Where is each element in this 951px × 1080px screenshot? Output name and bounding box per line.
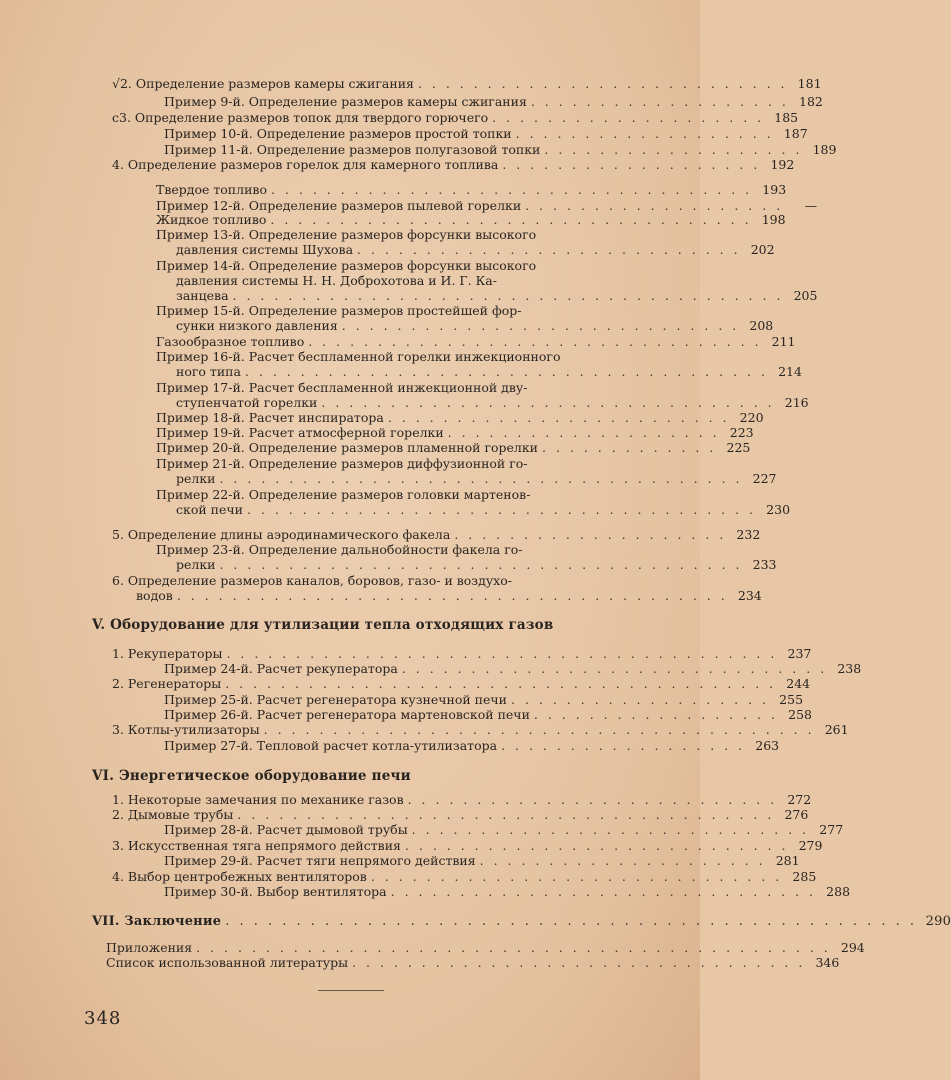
toc-entry: 2. Регенераторы . . . . . . . . . . . . . . . . . . . . . . . . . . . . . . . . . . . . . . . . 244	[112, 676, 811, 691]
toc-page-number: 290	[925, 914, 951, 929]
toc-page-number: 223	[729, 425, 754, 440]
toc-page-number: 185	[774, 110, 799, 125]
toc-page-number: 294	[840, 940, 865, 955]
toc-entry: давления системы Шухова . . . . . . . . . . . . . . . . . . . . . . . . . . . . 202	[176, 242, 775, 257]
toc-page-number: 263	[755, 738, 780, 753]
toc-entry: Пример 11-й. Определение размеров полугазовой топки . . . . . . . . . . . . . . . . . . . 189	[164, 142, 837, 157]
toc-page-number: 193	[762, 182, 787, 197]
toc-page-number: 214	[778, 364, 802, 379]
toc-entry: 4. Определение размеров горелок для камерного топлива . . . . . . . . . . . . . . . . . . . 192	[112, 157, 795, 172]
chapter-heading: V. Оборудование для утилизации тепла отходящих газов	[92, 617, 554, 633]
toc-entry: сунки низкого давления . . . . . . . . . . . . . . . . . . . . . . . . . . . . . 208	[176, 318, 774, 333]
toc-entry-line: Пример 15-й. Определение размеров простейшей фор-	[156, 303, 522, 318]
toc-entry: Пример 10-й. Определение размеров простой топки . . . . . . . . . . . . . . . . . . . 187	[164, 126, 808, 141]
toc-entry-line: Пример 17-й. Расчет беспламенной инжекционной дву-	[156, 380, 528, 395]
toc-entry: Твердое топливо . . . . . . . . . . . . . . . . . . . . . . . . . . . . . . . . . . . 193	[156, 182, 787, 197]
toc-entry-line: Пример 14-й. Определение размеров форсунки высокого	[156, 258, 537, 273]
toc-page-number: 272	[787, 792, 812, 807]
toc-entry-line: Пример 22-й. Определение размеров головки мартенов-	[156, 487, 531, 502]
toc-page-number: 216	[784, 395, 809, 410]
toc-entry: водов . . . . . . . . . . . . . . . . . . . . . . . . . . . . . . . . . . . . . . . . 234	[136, 588, 762, 603]
toc-page-number: 192	[770, 157, 795, 172]
toc-page-number: 346	[815, 955, 840, 970]
toc-entry-line: Пример 13-й. Определение размеров форсунки высокого	[156, 227, 537, 242]
toc-page-number: 225	[726, 440, 751, 455]
toc-page-number: 202	[750, 242, 775, 257]
chapter-heading: VI. Энергетическое оборудование печи	[92, 768, 411, 784]
toc-entry: VII. Заключение . . . . . . . . . . . . . . . . . . . . . . . . . . . . . . . . . . . . . . . . . . . . . . . . . 290	[92, 914, 951, 929]
toc-entry: Жидкое топливо . . . . . . . . . . . . . . . . . . . . . . . . . . . . . . . . . . . 198	[156, 212, 786, 227]
toc-page-number: 237	[787, 646, 812, 661]
toc-entry: 4. Выбор центробежных вентиляторов . . . . . . . . . . . . . . . . . . . . . . . . . . . . . . 285	[112, 869, 817, 884]
toc-page-number: 288	[826, 884, 851, 899]
toc-entry: Пример 12-й. Определение размеров пылевой горелки . . . . . . . . . . . . . . . . . . . —	[156, 198, 818, 213]
toc-page-number: 238	[837, 661, 862, 676]
toc-entry: Пример 20-й. Определение размеров пламенной горелки . . . . . . . . . . . . . 225	[156, 440, 751, 455]
toc-page-number: 285	[792, 869, 817, 884]
toc-entry: √2. Определение размеров камеры сжигания . . . . . . . . . . . . . . . . . . . . . . . . . . . 181	[112, 76, 822, 91]
toc-page-number: 279	[798, 838, 823, 853]
toc-entry: 3. Искусственная тяга непрямого действия . . . . . . . . . . . . . . . . . . . . . . . . . . . . 279	[112, 838, 823, 853]
toc-page-number: 255	[779, 692, 804, 707]
toc-page-number: 230	[766, 502, 791, 517]
toc-page-number: 227	[752, 471, 777, 486]
toc-page-number: 234	[737, 588, 762, 603]
toc-page-number: 198	[761, 212, 786, 227]
toc-page-number: 233	[752, 557, 777, 572]
toc-page-number: 232	[736, 527, 761, 542]
toc-entry: ступенчатой горелки . . . . . . . . . . . . . . . . . . . . . . . . . . . . . . . . . 216	[176, 395, 809, 410]
toc-entry: 2. Дымовые трубы . . . . . . . . . . . . . . . . . . . . . . . . . . . . . . . . . . . . . . . 276	[112, 807, 809, 822]
toc-entry: ного типа . . . . . . . . . . . . . . . . . . . . . . . . . . . . . . . . . . . . . . 214	[176, 364, 802, 379]
toc-entry: 1. Рекуператоры . . . . . . . . . . . . . . . . . . . . . . . . . . . . . . . . . . . . . . . . 237	[112, 646, 812, 661]
toc-entry: 1. Некоторые замечания по механике газов . . . . . . . . . . . . . . . . . . . . . . . . . . . 272	[112, 792, 812, 807]
toc-entry-line: Пример 21-й. Определение размеров диффузионной го-	[156, 456, 528, 471]
toc-entry: ской печи . . . . . . . . . . . . . . . . . . . . . . . . . . . . . . . . . . . . . 230	[176, 502, 791, 517]
toc-entry: Пример 19-й. Расчет атмосферной горелки . . . . . . . . . . . . . . . . . . . . 223	[156, 425, 754, 440]
toc-page-number: 258	[788, 707, 812, 722]
toc-entry: Пример 28-й. Расчет дымовой трубы . . . . . . . . . . . . . . . . . . . . . . . . . . . . . 277	[164, 822, 844, 837]
toc-page-number: 181	[797, 76, 822, 91]
toc-entry: Пример 26-й. Расчет регенератора мартеновской печи . . . . . . . . . . . . . . . . . . 258	[164, 707, 812, 722]
divider	[318, 990, 384, 991]
toc-entry: Пример 24-й. Расчет рекуператора . . . . . . . . . . . . . . . . . . . . . . . . . . . . . . . 238	[164, 661, 862, 676]
toc-page-number: 187	[783, 126, 808, 141]
toc-entry: Приложения . . . . . . . . . . . . . . . . . . . . . . . . . . . . . . . . . . . . . . . . . . . . . . 294	[106, 940, 865, 955]
toc-page-number: 220	[739, 410, 764, 425]
toc-entry: Пример 18-й. Расчет инспиратора . . . . . . . . . . . . . . . . . . . . . . . . . 220	[156, 410, 764, 425]
toc-entry: занцева . . . . . . . . . . . . . . . . . . . . . . . . . . . . . . . . . . . . . . . . 205	[176, 288, 818, 303]
toc-entry: Список использованной литературы . . . . . . . . . . . . . . . . . . . . . . . . . . . . . . . . . 346	[106, 955, 840, 970]
toc-entry: 3. Котлы-утилизаторы . . . . . . . . . . . . . . . . . . . . . . . . . . . . . . . . . . . . . . . . 261	[112, 722, 849, 737]
toc-entry: Пример 30-й. Выбор вентилятора . . . . . . . . . . . . . . . . . . . . . . . . . . . . . . . 288	[164, 884, 851, 899]
toc-page-number: 261	[824, 722, 849, 737]
toc-page-number: 281	[775, 853, 800, 868]
toc-entry: Пример 9-й. Определение размеров камеры сжигания . . . . . . . . . . . . . . . . . . . 182	[164, 94, 823, 109]
toc-entry: Пример 25-й. Расчет регенератора кузнечной печи . . . . . . . . . . . . . . . . . . . 255	[164, 692, 804, 707]
toc-page-number: 276	[784, 807, 809, 822]
toc-page-number: 182	[799, 94, 823, 109]
toc-entry-line: давления системы Н. Н. Доброхотова и И. Г. Ка-	[176, 273, 497, 288]
toc-entry: 5. Определение длины аэродинамического факела . . . . . . . . . . . . . . . . . . . . 232	[112, 527, 761, 542]
toc-entry: Пример 29-й. Расчет тяги непрямого действия . . . . . . . . . . . . . . . . . . . . . 281	[164, 853, 800, 868]
toc-page-number: 205	[793, 288, 818, 303]
toc-entry: ⅽ3. Определение размеров топок для твердого горючего . . . . . . . . . . . . . . . . . . . . 185	[112, 110, 799, 125]
toc-entry-line: 6. Определение размеров каналов, боровов, газо- и воздухо-	[112, 573, 512, 588]
toc-page-number: —	[804, 198, 818, 213]
toc-page-number: 211	[771, 334, 796, 349]
toc-entry: релки . . . . . . . . . . . . . . . . . . . . . . . . . . . . . . . . . . . . . . 227	[176, 471, 777, 486]
toc-entry: Газообразное топливо . . . . . . . . . . . . . . . . . . . . . . . . . . . . . . . . . 211	[156, 334, 796, 349]
toc-entry-line: Пример 23-й. Определение дальнобойности факела го-	[156, 542, 523, 557]
toc-page-number: 208	[749, 318, 774, 333]
toc-entry: Пример 27-й. Тепловой расчет котла-утилизатора . . . . . . . . . . . . . . . . . . 263	[164, 738, 780, 753]
toc-page-number: 244	[786, 676, 811, 691]
toc-page-number: 277	[819, 822, 844, 837]
toc-entry-line: Пример 16-й. Расчет беспламенной горелки инжекционного	[156, 349, 561, 364]
toc-entry: релки . . . . . . . . . . . . . . . . . . . . . . . . . . . . . . . . . . . . . . 233	[176, 557, 777, 572]
toc-page-number: 189	[812, 142, 837, 157]
page-number: 348	[84, 1008, 122, 1029]
